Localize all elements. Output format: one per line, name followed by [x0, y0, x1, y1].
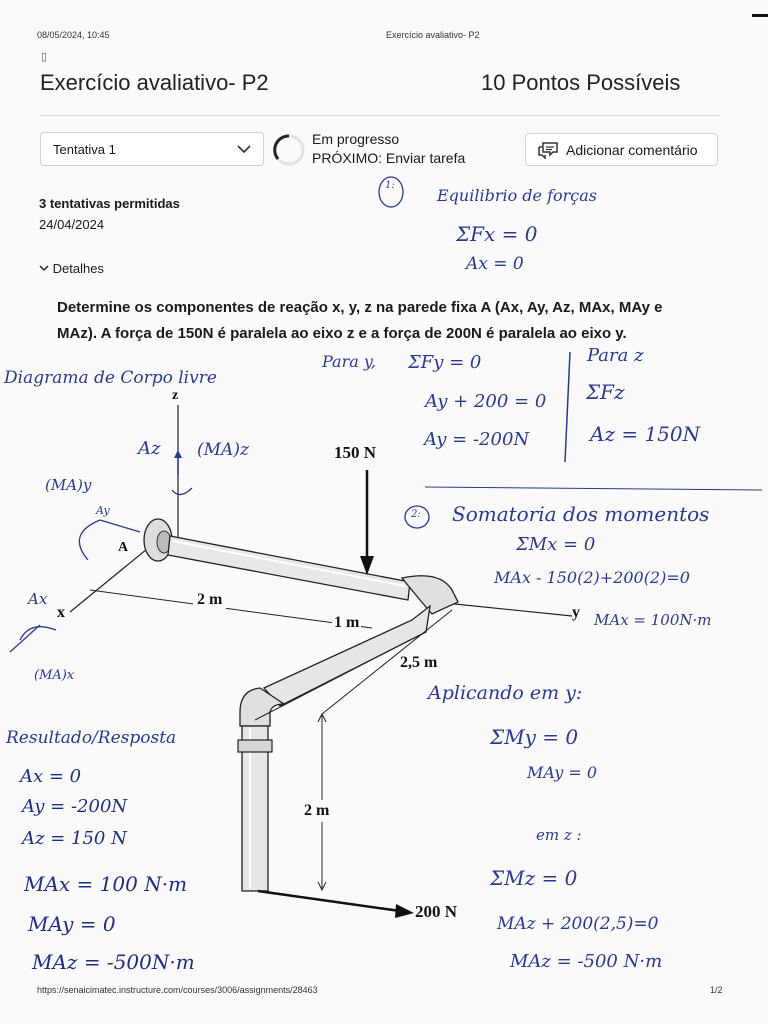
maz-moment-icon	[172, 488, 192, 495]
step2-title: Somatoria dos momentos	[452, 502, 710, 526]
step2-mark: 2:	[411, 509, 421, 520]
result-ay: Ay = -200N	[22, 796, 128, 817]
status-next: PRÓXIMO: Enviar tarefa	[312, 150, 466, 166]
diagram-title: Diagrama de Corpo livre	[4, 368, 217, 388]
y-axis-line	[445, 603, 572, 616]
sum-fy: ΣFy = 0	[408, 352, 482, 373]
add-comment-label: Adicionar comentário	[566, 142, 698, 158]
print-datetime: 08/05/2024, 10:45	[37, 30, 110, 40]
sum-mz: ΣMz = 0	[490, 866, 578, 890]
status-state: Em progresso	[312, 131, 400, 147]
assignment-title: Exercício avaliativo- P2	[40, 70, 269, 95]
fig-ay: Ay	[96, 504, 110, 517]
step1-mark: 1:	[385, 180, 395, 191]
axis-x-label: x	[57, 604, 65, 621]
result-az: Az = 150 N	[22, 828, 127, 849]
sum-fx: ΣFx = 0	[456, 222, 538, 246]
ax-eq: Ax = 0	[466, 254, 524, 274]
result-title: Resultado/Resposta	[6, 728, 177, 748]
para-z: Para z	[587, 345, 644, 366]
may-eq: MAy = 0	[527, 763, 598, 782]
maz-eq2: MAz = -500 N·m	[510, 951, 663, 972]
dim-line-1m	[255, 640, 410, 720]
attempt-date: 24/04/2024	[39, 217, 105, 232]
sum-my: ΣMy = 0	[490, 725, 579, 749]
fig-maz: (MA)z	[197, 440, 249, 460]
axis-y-label: y	[572, 604, 580, 621]
ay-eq1: Ay + 200 = 0	[425, 391, 547, 412]
fig-may: (MA)y	[45, 476, 92, 494]
max-eq2: MAx = 100N·m	[594, 611, 712, 629]
x-axis-line	[70, 540, 158, 612]
fig-ax: Ax	[28, 590, 48, 608]
dim-line-2m	[90, 590, 372, 628]
print-glyph: ▯	[41, 51, 48, 63]
aplicando-y: Aplicando em y:	[428, 682, 583, 704]
force-200-arrow	[258, 891, 400, 911]
az-eq: Az = 150N	[590, 422, 701, 446]
result-ax: Ax = 0	[20, 766, 82, 787]
footer-page-number: 1/2	[710, 985, 723, 995]
attempt-select-value: Tentativa 1	[53, 142, 116, 157]
maz-eq1: MAz + 200(2,5)=0	[497, 914, 659, 934]
attempts-allowed: 3 tentativas permitidas	[39, 196, 180, 211]
dim-1m-label: 1 m	[334, 614, 360, 631]
may-moment-icon	[79, 520, 100, 560]
fig-max: (MA)x	[34, 668, 75, 683]
max-eq1: MAx - 150(2)+200(2)=0	[494, 568, 690, 587]
force-150-label: 150 N	[334, 443, 377, 462]
point-a-label: A	[118, 540, 129, 555]
axis-z-label: z	[172, 388, 179, 403]
para-y: Para y,	[322, 352, 376, 371]
ay-eq2: Ay = -200N	[424, 429, 530, 450]
result-max: MAx = 100 N·m	[24, 872, 188, 896]
question-text: Determine os componentes de reação x, y, z na parede fixa A (Ax, Ay, Az, MAx, MAy e MAz). A força de 150N é paralela ao eixo z e a força de 200N é paralela ao eixo y.	[57, 299, 663, 342]
details-label: Detalhes	[52, 261, 104, 276]
az-arrow-icon	[174, 450, 182, 458]
sum-fz: ΣFz	[586, 380, 625, 404]
fig-az: Az	[138, 438, 161, 459]
print-page-title: Exercício avaliativo- P2	[386, 30, 480, 40]
dim-2m-vert-label: 2 m	[302, 800, 331, 822]
dim-25m-label: 2,5 m	[400, 654, 438, 671]
ay-vector	[100, 520, 140, 532]
step1-title: Equilibrio de forças	[437, 186, 598, 205]
force-200-label: 200 N	[415, 902, 458, 921]
result-maz: MAz = -500N·m	[32, 950, 195, 974]
dim-2m-label: 2 m	[193, 591, 226, 609]
em-z: em z :	[536, 826, 582, 844]
sum-mx: ΣMx = 0	[516, 534, 596, 555]
result-may: MAy = 0	[28, 912, 116, 936]
points-possible: 10 Pontos Possíveis	[481, 70, 681, 95]
footer-url: https://senaicimatec.instructure.com/courses/3006/assignments/28463	[37, 985, 318, 995]
